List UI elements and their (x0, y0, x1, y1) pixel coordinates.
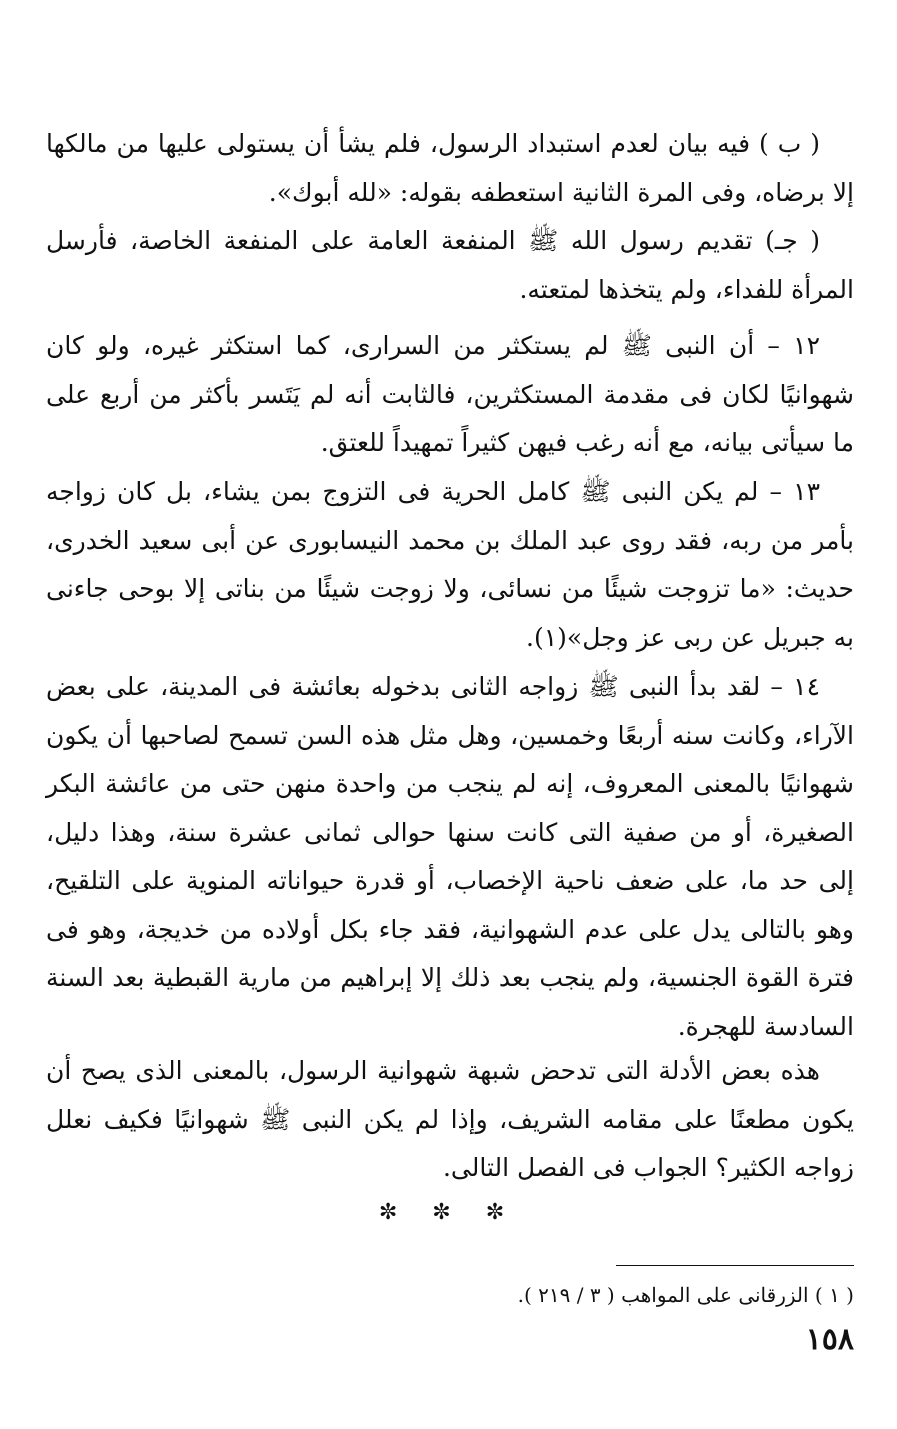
page-number: ١٥٨ (805, 1322, 854, 1357)
footnote-divider (616, 1265, 854, 1266)
section-separator: ✼ ✼ ✼ (378, 1200, 519, 1225)
paragraph-b: ( ب ) فيه بيان لعدم استبداد الرسول، فلم يشأ أن يستولى عليها من مالكها إلا برضاه، وفى المرة الثانية استعطفه بقوله: «لله أبوك». (46, 129, 854, 207)
paragraph-j: ( جـ) تقديم رسول الله ﷺ المنفعة العامة على المنفعة الخاصة، فأرسل المرأة للفداء، ولم يتخذها لمتعته. (46, 226, 854, 304)
paragraph-13: ١٣ – لم يكن النبى ﷺ كامل الحرية فى التزوج بمن يشاء، بل كان زواجه بأمر من ربه، فقد روى عبد الملك بن محمد النيسابورى عن أبى سعيد الخدرى، حديث: «ما تزوجت شيئًا من نسائى، ولا زوجت شيئًا من بناتى إلا بوحى جاءنى به جبريل عن ربى عز وجل»(١). (46, 477, 854, 652)
paragraph-14: ١٤ – لقد بدأ النبى ﷺ زواجه الثانى بدخوله بعائشة فى المدينة، على بعض الآراء، وكانت سنه أربعًا وخمسين، وهل مثل هذه السن تسمح لصاحبها أن يكون شهوانيًا بالمعنى المعروف، إنه لم ينجب من واحدة منهن حتى من عائشة البكر الصغيرة، أو من صفية التى كانت سنها حوالى ثمانى عشرة سنة، وهذا دليل، إلى حد ما، على ضعف ناحية الإخصاب، أو قدرة حيواناته المنوية على التلقيح، وهو بالتالى يدل على عدم الشهوانية، فقد جاء بكل أولاده من خديجة، وهو فى فترة القوة الجنسية، ولم ينجب بعد ذلك إلا إبراهيم من مارية القبطية بعد السنة السادسة للهجرة. (46, 672, 854, 1041)
paragraph-12: ١٢ – أن النبى ﷺ لم يستكثر من السرارى، كما استكثر غيره، ولو كان شهوانيًا لكان فى مقدمة المستكثرين، فالثابت أنه لم يَتَسر بأكثر من أربع على ما سيأتى بيانه، مع أنه رغب فيهن كثيراً تمهيداً للعتق. (46, 331, 854, 457)
footnote: ( ١ ) الزرقانى على المواهب ( ٣ / ٢١٩ ). (517, 1283, 854, 1307)
paragraph-conclusion: هذه بعض الأدلة التى تدحض شبهة شهوانية الرسول، بالمعنى الذى يصح أن يكون مطعنًا على مقامه الشريف، وإذا لم يكن النبى ﷺ شهوانيًا فكيف نعلل زواجه الكثير؟ الجواب فى الفصل التالى. (46, 1056, 854, 1182)
